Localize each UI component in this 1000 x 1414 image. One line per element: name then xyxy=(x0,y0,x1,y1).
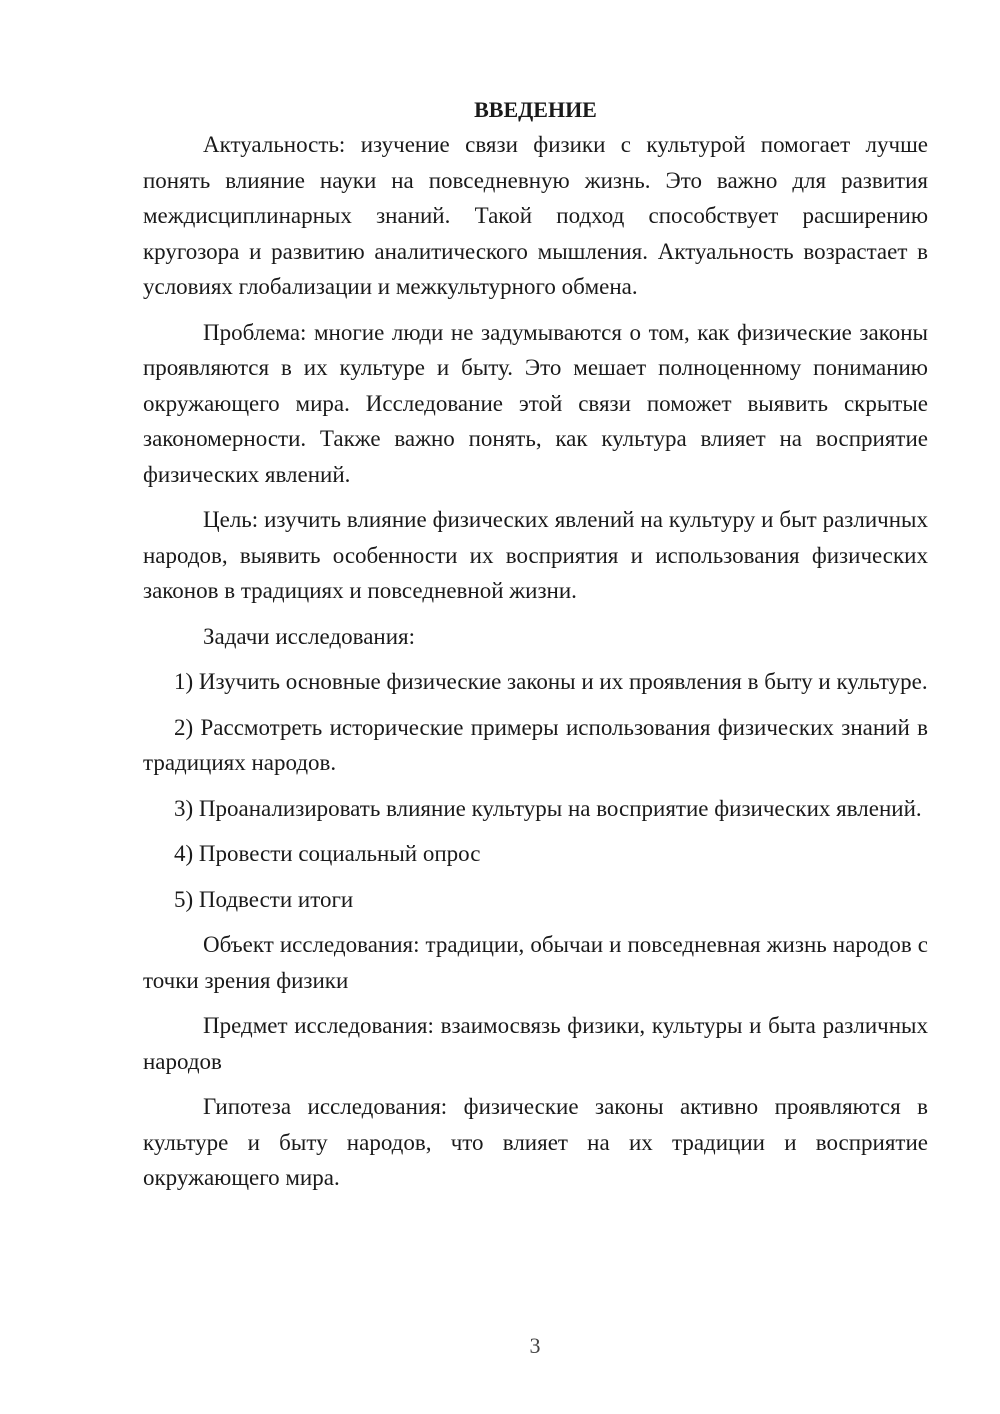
page-number: 3 xyxy=(529,1333,541,1358)
page-content xyxy=(143,95,928,1206)
tasks-heading: Задачи исследования: xyxy=(203,623,416,649)
paragraph-subject: Предмет исследования: взаимосвязь физики, культуры и быта различных народов xyxy=(143,1013,928,1074)
page-title: ВВЕДЕНИЕ xyxy=(474,97,597,122)
paragraph-relevance: Актуальность: изучение связи физики с культурой помогает лучше понять влияние науки на повседневную жизнь. Это важно для развития междисциплинарных знаний. Такой подход способствует расширению кругозора и развитию аналитического мышления. Актуальность возрастает в условиях глобализации и межкультурного обмена. xyxy=(143,132,928,299)
paragraph-goal: Цель: изучить влияние физических явлений на культуру и быт различных народов, выявить особенности их восприятия и использования физических законов в традициях и повседневной жизни. xyxy=(143,507,928,603)
paragraph-object: Объект исследования: традиции, обычаи и повседневная жизнь народов с точки зрения физики xyxy=(143,932,928,993)
task-item-1: 1) Изучить основные физические законы и их проявления в быту и культуре. xyxy=(174,669,928,694)
task-item-2: 2) Рассмотреть исторические примеры использования физических знаний в традициях народов. xyxy=(143,714,928,775)
paragraph-problem: Проблема: многие люди не задумываются о том, как физические законы проявляются в их культуре и быту. Это мешает полноценному пониманию окружающего мира. Исследование этой связи поможет выявить скрытые закономерности. Также важно понять, как культура влияет на восприятие физических явлений. xyxy=(143,319,928,487)
paragraph-hypothesis: Гипотеза исследования: физические законы активно проявляются в культуре и быту народов, что влияет на их традиции и восприятие окружающего мира. xyxy=(143,1094,928,1190)
task-item-4: 4) Провести социальный опрос xyxy=(174,841,481,866)
task-item-5: 5) Подвести итоги xyxy=(174,886,354,912)
task-item-3: 3) Проанализировать влияние культуры на восприятие физических явлений. xyxy=(174,795,922,821)
